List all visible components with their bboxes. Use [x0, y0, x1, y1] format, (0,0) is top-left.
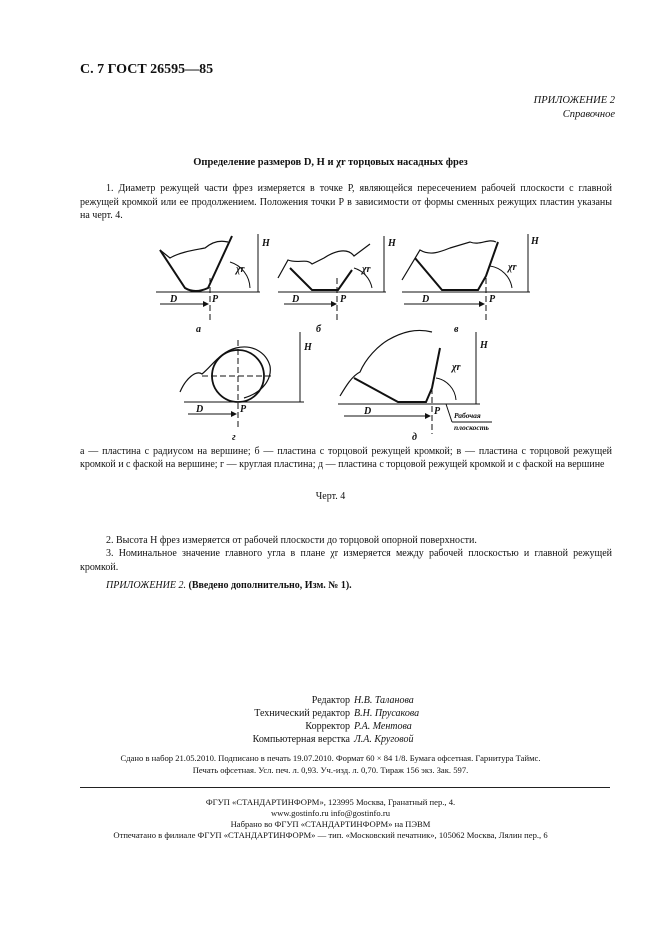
- figure-4: [140, 228, 540, 442]
- editor-role: Технический редактор: [254, 708, 350, 719]
- imprint-line-1: Сдано в набор 21.05.2010. Подписано в печать 19.07.2010. Формат 60 × 84 1/8. Бумага офсетная. Гарнитура Таймс.: [120, 753, 541, 763]
- letter-v: в: [454, 324, 459, 335]
- editor-role: Компьютерная верстка: [252, 734, 350, 745]
- publisher-line-2: www.gostinfo.ru info@gostinfo.ru: [270, 808, 391, 818]
- publisher-line-4: Отпечатано в филиале ФГУП «СТАНДАРТИНФОРМ» — тип. «Московский печатник», 105062 Москва, Лялин пер., 6: [113, 830, 548, 840]
- paragraph-3: 3. Номинальное значение главного угла в плане χr измеряется между рабочей плоскостью и главной режущей кромкой.: [80, 548, 612, 573]
- label-p-a: P: [212, 294, 219, 305]
- label-d-a: D: [170, 294, 178, 305]
- editor-role: Корректор: [305, 721, 350, 732]
- appendix-label: ПРИЛОЖЕНИЕ 2: [533, 95, 615, 106]
- appendix-block: [534, 94, 615, 122]
- label-d-d: D: [364, 406, 372, 417]
- appendix-type: Справочное: [562, 109, 615, 120]
- editor-row: [0, 733, 661, 746]
- label-d-g: D: [196, 404, 204, 415]
- publisher-block: [0, 797, 661, 841]
- imprint-block: [0, 752, 661, 776]
- amendment-text: (Введено дополнительно, Изм. № 1).: [186, 580, 352, 591]
- label-h-b: H: [388, 238, 396, 249]
- diagram-a: [156, 234, 260, 320]
- label-h-a: H: [262, 238, 270, 249]
- label-chi-d: χr: [452, 362, 461, 373]
- divider: [80, 787, 610, 788]
- editors-block: [0, 694, 661, 746]
- publisher-line-3: Набрано во ФГУП «СТАНДАРТИНФОРМ» на ПЭВМ: [230, 819, 431, 829]
- label-h-d: H: [480, 340, 488, 351]
- section-title: Определение размеров D, H и χr торцовых насадных фрез: [193, 157, 468, 168]
- amendment-appendix: ПРИЛОЖЕНИЕ 2.: [106, 580, 186, 591]
- label-chi-v: χr: [508, 262, 517, 273]
- letter-b: б: [316, 324, 321, 335]
- amendment-note: [106, 580, 352, 591]
- paragraph-2: 2. Высота H фрез измеряется от рабочей плоскости до торцовой опорной поверхности.: [106, 535, 477, 546]
- label-d-v: D: [422, 294, 430, 305]
- editor-row: [0, 694, 661, 707]
- label-h-g: H: [304, 342, 312, 353]
- label-h-v: H: [531, 236, 539, 247]
- editor-name: Р.А. Ментова: [354, 721, 412, 732]
- diagram-v: [402, 234, 530, 320]
- publisher-line-1: ФГУП «СТАНДАРТИНФОРМ», 123995 Москва, Гранатный пер., 4.: [205, 797, 456, 807]
- label-p-d: P: [434, 406, 441, 417]
- editor-row: [0, 720, 661, 733]
- label-plane-1: Рабочая: [454, 411, 481, 420]
- diagram-b: [278, 236, 386, 320]
- imprint-line-2: Печать офсетная. Усл. печ. л. 0,93. Уч.-изд. л. 0,70. Тираж 156 экз. Зак. 597.: [192, 765, 469, 775]
- label-plane-2: плоскость: [454, 423, 489, 432]
- label-chi-a: χr: [236, 264, 245, 275]
- label-p-v: P: [489, 294, 496, 305]
- editor-name: В.Н. Прусакова: [354, 708, 420, 719]
- label-d-b: D: [292, 294, 300, 305]
- page-header: С. 7 ГОСТ 26595—85: [80, 62, 214, 77]
- figure-number: Черт. 4: [315, 491, 346, 502]
- editor-name: Л.А. Круговой: [354, 734, 414, 745]
- figure-caption: а — пластина с радиусом на вершине; б — пластина с торцовой режущей кромкой; в — пластина с торцовой режущей кромкой и с фаской на вершине; г — круглая пластина; д — пластина с торцовой режущей кромкой и с фаской на вершине: [80, 446, 612, 470]
- letter-d: д: [412, 432, 417, 442]
- editor-name: Н.В. Таланова: [354, 695, 414, 706]
- paragraph-1: 1. Диаметр режущей части фрез измеряется в точке Р, являющейся пересечением рабочей плоскости с главной режущей кромкой или ее продолжением. Положения точки Р в зависимости от формы сменных режущих пластин указаны на черт. 4.: [80, 183, 612, 221]
- letter-a: а: [196, 324, 201, 335]
- label-chi-b: χr: [362, 264, 371, 275]
- editor-role: Редактор: [311, 695, 350, 706]
- editor-row: [0, 707, 661, 720]
- label-p-b: P: [340, 294, 347, 305]
- letter-g: г: [232, 432, 236, 442]
- label-p-g: P: [240, 404, 247, 415]
